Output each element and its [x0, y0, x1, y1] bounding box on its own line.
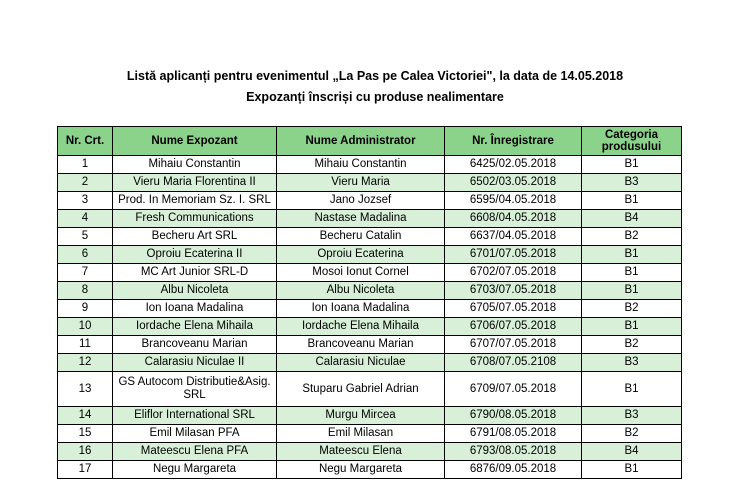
cell-category: B4	[582, 443, 682, 461]
cell-category: B1	[582, 156, 682, 174]
cell-registration: 6706/07.05.2018	[445, 318, 582, 336]
col-header-administrator: Nume Administrator	[277, 127, 445, 156]
cell-administrator: Emil Milasan	[277, 425, 445, 443]
cell-registration: 6707/07.05.2018	[445, 336, 582, 354]
table-row	[58, 282, 682, 300]
cell-administrator: Stuparu Gabriel Adrian	[277, 372, 445, 407]
cell-nr: 12	[58, 354, 113, 372]
cell-category: B1	[582, 372, 682, 407]
cell-administrator: Ion Ioana Madalina	[277, 300, 445, 318]
table-row	[58, 264, 682, 282]
document-subtitle: Expozanți înscriși cu produse nealimentare	[246, 90, 504, 104]
cell-category: B2	[582, 228, 682, 246]
cell-registration: 6709/07.05.2018	[445, 372, 582, 407]
cell-exhibitor: Albu Nicoleta	[113, 282, 277, 300]
cell-administrator: Vieru Maria	[277, 174, 445, 192]
cell-category: B1	[582, 461, 682, 479]
cell-administrator: Murgu Mircea	[277, 407, 445, 425]
cell-registration: 6425/02.05.2018	[445, 156, 582, 174]
cell-nr: 3	[58, 192, 113, 210]
cell-administrator: Mateescu Elena	[277, 443, 445, 461]
cell-registration: 6791/08.05.2018	[445, 425, 582, 443]
cell-category: B1	[582, 282, 682, 300]
exhibitors-table	[57, 126, 682, 479]
cell-category: B1	[582, 318, 682, 336]
cell-exhibitor: Vieru Maria Florentina II	[113, 174, 277, 192]
table-row	[58, 174, 682, 192]
cell-nr: 8	[58, 282, 113, 300]
table-row	[58, 425, 682, 443]
cell-administrator: Mihaiu Constantin	[277, 156, 445, 174]
cell-category: B2	[582, 336, 682, 354]
cell-category: B2	[582, 300, 682, 318]
table-row	[58, 336, 682, 354]
cell-nr: 10	[58, 318, 113, 336]
cell-nr: 9	[58, 300, 113, 318]
col-header-category: Categoria produsului	[582, 127, 682, 156]
cell-exhibitor: Prod. In Memoriam Sz. I. SRL	[113, 192, 277, 210]
cell-administrator: Calarasiu Niculae	[277, 354, 445, 372]
cell-category: B3	[582, 354, 682, 372]
col-header-nr: Nr. Crt.	[58, 127, 113, 156]
cell-exhibitor: Oproiu Ecaterina II	[113, 246, 277, 264]
cell-category: B3	[582, 407, 682, 425]
cell-exhibitor: Ion Ioana Madalina	[113, 300, 277, 318]
cell-nr: 13	[58, 372, 113, 407]
cell-nr: 1	[58, 156, 113, 174]
table-row	[58, 192, 682, 210]
table-row	[58, 156, 682, 174]
cell-exhibitor: Eliflor International SRL	[113, 407, 277, 425]
cell-registration: 6608/04.05.2018	[445, 210, 582, 228]
cell-category: B4	[582, 210, 682, 228]
table-header-row	[58, 127, 682, 156]
cell-exhibitor: Mateescu Elena PFA	[113, 443, 277, 461]
cell-registration: 6705/07.05.2018	[445, 300, 582, 318]
cell-registration: 6637/04.05.2018	[445, 228, 582, 246]
cell-registration: 6595/04.05.2018	[445, 192, 582, 210]
cell-nr: 6	[58, 246, 113, 264]
cell-registration: 6876/09.05.2018	[445, 461, 582, 479]
table-row	[58, 318, 682, 336]
document-title: Listă aplicanți pentru evenimentul „La Pas pe Calea Victoriei", la data de 14.05.2018	[126, 69, 624, 83]
cell-registration: 6790/08.05.2018	[445, 407, 582, 425]
cell-administrator: Iordache Elena Mihaila	[277, 318, 445, 336]
cell-exhibitor: Becheru Art SRL	[113, 228, 277, 246]
cell-exhibitor: Negu Margareta	[113, 461, 277, 479]
table-row	[58, 461, 682, 479]
cell-administrator: Negu Margareta	[277, 461, 445, 479]
cell-nr: 2	[58, 174, 113, 192]
cell-administrator: Albu Nicoleta	[277, 282, 445, 300]
cell-registration: 6701/07.05.2018	[445, 246, 582, 264]
cell-exhibitor: Brancoveanu Marian	[113, 336, 277, 354]
table-row	[58, 246, 682, 264]
table-row	[58, 443, 682, 461]
cell-exhibitor: Fresh Communications	[113, 210, 277, 228]
cell-registration: 6502/03.05.2018	[445, 174, 582, 192]
col-header-registration: Nr. Înregistrare	[445, 127, 582, 156]
table-body	[58, 156, 682, 479]
cell-administrator: Mosoi Ionut Cornel	[277, 264, 445, 282]
table-row	[58, 372, 682, 407]
cell-nr: 16	[58, 443, 113, 461]
cell-administrator: Jano Jozsef	[277, 192, 445, 210]
cell-nr: 17	[58, 461, 113, 479]
cell-administrator: Brancoveanu Marian	[277, 336, 445, 354]
cell-category: B1	[582, 192, 682, 210]
cell-nr: 14	[58, 407, 113, 425]
cell-registration: 6703/07.05.2018	[445, 282, 582, 300]
cell-nr: 7	[58, 264, 113, 282]
cell-exhibitor: Calarasiu Niculae II	[113, 354, 277, 372]
cell-nr: 15	[58, 425, 113, 443]
cell-exhibitor: GS Autocom Distributie&Asig. SRL	[113, 372, 277, 407]
cell-administrator: Oproiu Ecaterina	[277, 246, 445, 264]
cell-nr: 4	[58, 210, 113, 228]
cell-exhibitor: Iordache Elena Mihaila	[113, 318, 277, 336]
col-header-exhibitor: Nume Expozant	[113, 127, 277, 156]
table-row	[58, 210, 682, 228]
cell-registration: 6793/08.05.2018	[445, 443, 582, 461]
cell-exhibitor: Emil Milasan PFA	[113, 425, 277, 443]
table-row	[58, 300, 682, 318]
table-row	[58, 407, 682, 425]
cell-category: B2	[582, 425, 682, 443]
cell-registration: 6708/07.05.2108	[445, 354, 582, 372]
cell-exhibitor: MC Art Junior SRL-D	[113, 264, 277, 282]
cell-exhibitor: Mihaiu Constantin	[113, 156, 277, 174]
cell-nr: 11	[58, 336, 113, 354]
cell-category: B1	[582, 246, 682, 264]
cell-category: B3	[582, 174, 682, 192]
cell-administrator: Becheru Catalin	[277, 228, 445, 246]
cell-registration: 6702/07.05.2018	[445, 264, 582, 282]
cell-administrator: Nastase Madalina	[277, 210, 445, 228]
cell-category: B1	[582, 264, 682, 282]
table-row	[58, 228, 682, 246]
table-row	[58, 354, 682, 372]
cell-nr: 5	[58, 228, 113, 246]
